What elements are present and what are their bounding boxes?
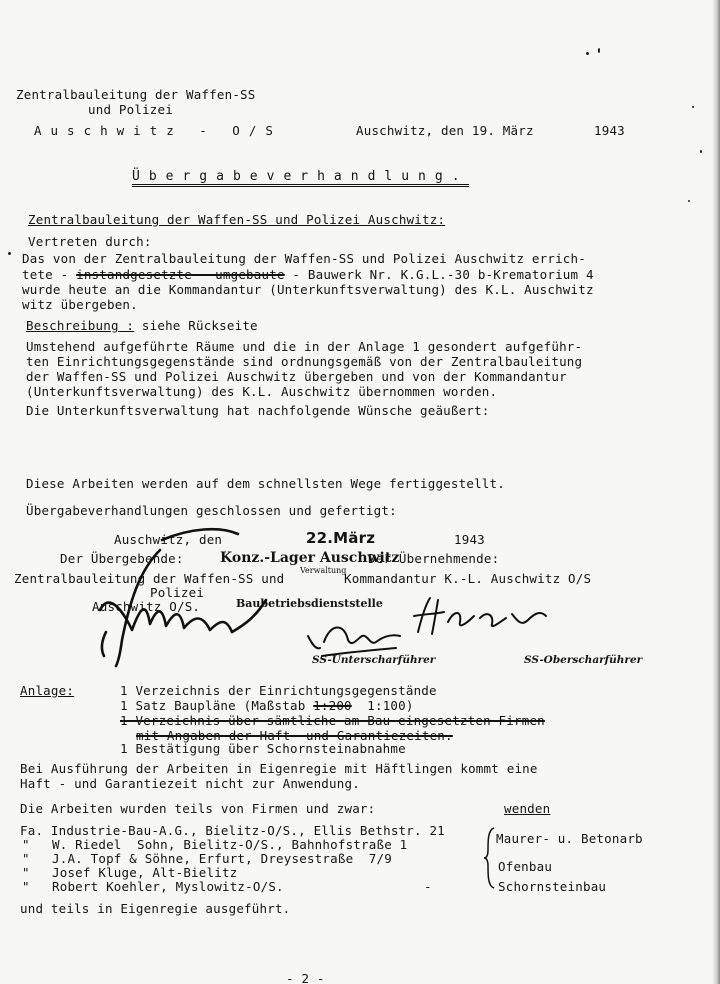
firm-2: W. Riedel Sohn, Bielitz-O/S., Bahnhofstraße 1 (52, 837, 408, 852)
trade-1: Maurer- u. Betonarb (496, 831, 643, 846)
para1-line1: Das von der Zentralbauleitung der Waffen-SS und Polizei Auschwitz errich- (22, 251, 586, 266)
fastest-line: Diese Arbeiten werden auf dem schnellsten Wege fertiggestellt. (26, 476, 505, 491)
party-heading: Zentralbauleitung der Waffen-SS und Polizei Auschwitz: (28, 212, 446, 227)
attachment-2-start: 1 Satz Baupläne (Maßstab (120, 698, 314, 713)
attachment-2-end: 1:100) (351, 698, 414, 713)
attachments-label: Anlage: (20, 683, 75, 698)
scan-speck (692, 106, 694, 108)
attachment-1: 1 Verzeichnis der Einrichtungsgegenstände (120, 683, 437, 698)
para1-line4: witz übergeben. (22, 297, 138, 312)
left-party-line2: Polizei (150, 585, 205, 600)
org-line-1: Zentralbauleitung der Waffen-SS (16, 87, 256, 102)
para1-line2 (22, 268, 594, 282)
closing-line: und teils in Eigenregie ausgeführt. (20, 901, 291, 916)
page-mark: - 2 - (286, 971, 325, 984)
firm-5: Robert Koehler, Myslowitz-O/S. (52, 879, 284, 894)
firms-header: wenden (504, 801, 551, 816)
firm-1: Fa. Industrie-Bau-A.G., Bielitz-O/S., Ellis Bethstr. 21 (20, 823, 445, 838)
rank-right: SS-Oberscharführer (524, 654, 643, 666)
ditto-2: " (22, 837, 30, 852)
scan-speck (598, 48, 600, 53)
para1-line2-struck: instandgesetzte - umgebaute (76, 267, 285, 282)
ditto-3: " (22, 851, 30, 866)
right-party: Kommandantur K.-L. Auschwitz O/S (344, 571, 592, 586)
wishes-line: Die Unterkunftsverwaltung hat nachfolgende Wünsche geäußert: (26, 403, 490, 418)
sign-day-month: 22.März (306, 529, 376, 547)
represented-by: Vertreten durch: (28, 234, 152, 249)
signature-middle (300, 612, 410, 660)
notes-line2: Haft - und Garantiezeit nicht zur Anwendung. (20, 776, 360, 791)
firm-4: Josef Kluge, Alt-Bielitz (52, 865, 238, 880)
attachment-2 (120, 699, 414, 713)
ditto-4: " (22, 865, 30, 880)
attachment-3-line1: 1 Verzeichnis über sämtliche am Bau eingesetzten Firmen (120, 713, 545, 728)
para1-line3: wurde heute an die Kommandantur (Unterkunftsverwaltung) des K.L. Auschwitz (22, 282, 594, 297)
closed-line: Übergabeverhandlungen geschlossen und gefertigt: (26, 503, 397, 518)
para2-line3: der Waffen-SS und Polizei Auschwitz übergeben und von der Kommandantur (26, 369, 567, 384)
left-party-line3: Auschwitz O/S. (92, 599, 201, 614)
left-party-line1: Zentralbauleitung der Waffen-SS und (14, 571, 285, 586)
rank-left: SS-Unterscharführer (312, 654, 436, 666)
scan-edge-shadow (712, 0, 720, 984)
scan-speck (700, 150, 702, 153)
org-line-2: und Polizei (88, 102, 173, 117)
attachment-2-struck: 1:200 (313, 698, 352, 713)
stamp-line1: Konz.-Lager Auschwitz (220, 550, 400, 566)
scan-speck (8, 252, 11, 255)
stamp-line2: Verwaltung (300, 566, 347, 575)
signature-right (408, 592, 558, 644)
para1-line2-end: - Bauwerk Nr. K.G.L.-30 b-Krematorium 4 (284, 267, 594, 282)
description-line (26, 319, 258, 333)
para2-line2: ten Einrichtungsgegenstände sind ordnungsgemäß von der Zentralbauleitung (26, 354, 583, 369)
attachment-4: 1 Bestätigung über Schornsteinabnahme (120, 741, 406, 756)
attachment-3-line2: mit Angaben der Haft- und Garantiezeiten. (136, 728, 453, 743)
ditto-5: " (22, 879, 30, 894)
header-place-date: Auschwitz, den 19. März (356, 123, 534, 138)
org-line-3: Auschwitz - O/S (34, 123, 282, 138)
trade-3: Schornsteinbau (498, 879, 607, 894)
signature-left (70, 520, 280, 670)
para2-line4: (Unterkunftsverwaltung) des K.L. Auschwitz übernommen worden. (26, 384, 498, 399)
description-value: siehe Rückseite (134, 318, 258, 333)
header-year: 1943 (594, 123, 625, 138)
firm-5-dash: - (424, 879, 432, 894)
trade-2: Ofenbau (498, 859, 553, 874)
firms-intro: Die Arbeiten wurden teils von Firmen und zwar: (20, 801, 376, 816)
sign-place-date: Auschwitz, den (114, 532, 223, 547)
para1-line2-start: tete - (22, 267, 77, 282)
sign-year: 1943 (454, 532, 485, 547)
receiving-label: Der Übernehmende: (368, 551, 500, 566)
para2-line1: Umstehend aufgeführte Räume und die in der Anlage 1 gesondert aufgeführ- (26, 339, 583, 354)
handing-over-label: Der Übergebende: (60, 551, 184, 566)
stamp-line3: Baubetriebsdienststelle (236, 597, 383, 610)
document-title: Übergabeverhandlung. (132, 170, 469, 187)
firm-3: J.A. Topf & Söhne, Erfurt, Dreysestraße 7/9 (52, 851, 392, 866)
scan-speck (688, 200, 690, 202)
scan-speck (586, 52, 589, 55)
notes-line1: Bei Ausführung der Arbeiten in Eigenregie mit Häftlingen kommt eine (20, 761, 538, 776)
description-label: Beschreibung : (26, 318, 135, 333)
